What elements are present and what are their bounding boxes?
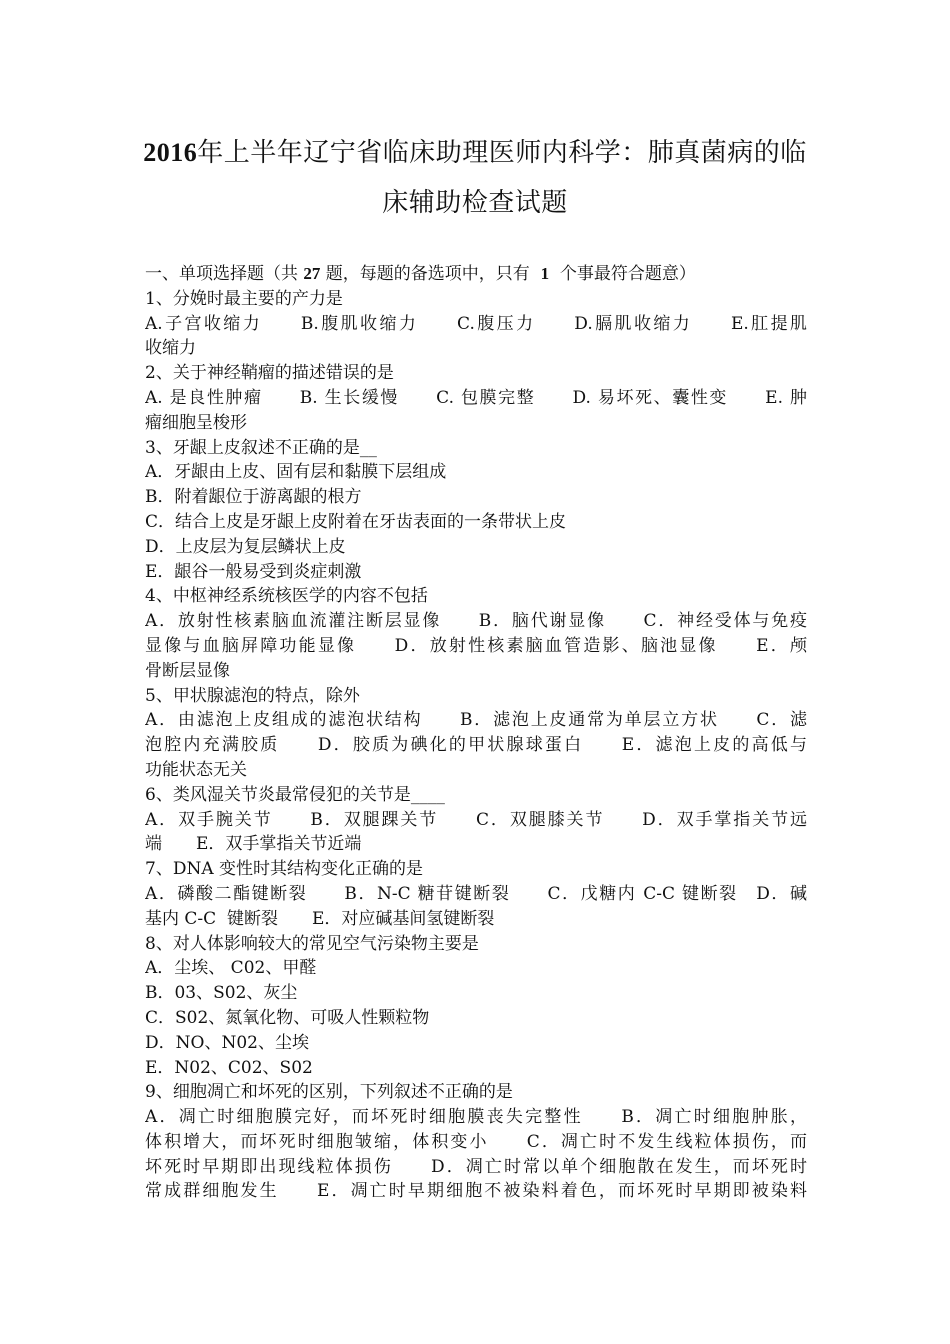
document-title — [140, 128, 810, 228]
text-line: 体积增大，而坏死时细胞皱缩，体积变小 C．凋亡时不发生线粒体损伤，而 — [145, 1131, 807, 1152]
text-line: D．NO、N02、尘埃 — [145, 1032, 309, 1053]
text-line: E．龈谷一般易受到炎症刺激 — [145, 561, 362, 582]
text-line: A．由滤泡上皮组成的滤泡状结构 B．滤泡上皮通常为单层立方状 C．滤 — [145, 710, 807, 731]
text-line: 端 E．双手掌指关节近端 — [145, 834, 362, 855]
text-line: 泡腔内充满胶质 D．胶质为碘化的甲状腺球蛋白 E．滤泡上皮的高低与 — [145, 735, 807, 756]
text-line: C．结合上皮是牙龈上皮附着在牙齿表面的一条带状上皮 — [145, 511, 567, 532]
text-line: 5、甲状腺滤泡的特点，除外 — [145, 685, 360, 706]
text-line: 常成群细胞发生 E．凋亡时早期细胞不被染料着色，而坏死时早期即被染料 — [145, 1181, 807, 1202]
text-line: E．N02、C02、S02 — [145, 1057, 313, 1078]
section-suffix: 个事最符合题意） — [549, 264, 696, 284]
text-line: A.子宫收缩力 B.腹肌收缩力 C.腹压力 D.膈肌收缩力 E.肛提肌 — [145, 313, 807, 334]
text-line: 功能状态无关 — [145, 759, 247, 780]
text-line: 7、DNA 变性时其结构变化正确的是 — [145, 859, 424, 880]
text-line: A．牙龈由上皮、固有层和黏膜下层组成 — [145, 462, 447, 483]
text-line: 9、细胞凋亡和坏死的区别，下列叙述不正确的是 — [145, 1082, 513, 1103]
answer-count: 1 — [540, 264, 550, 283]
section-prefix: 一、单项选择题（共 — [145, 264, 304, 284]
text-line: A．放射性核素脑血流灌注断层显像 B．脑代谢显像 C．神经受体与免疫 — [145, 611, 807, 632]
text-line: 6、类风湿关节炎最常侵犯的关节是____ — [145, 784, 445, 805]
title-text: 年上半年辽宁省临床助理医师内科学：肺真菌病的临 — [197, 138, 807, 168]
text-line: A. 是良性肿瘤 B. 生长缓慢 C. 包膜完整 D. 易坏死、囊性变 E. 肿 — [145, 387, 807, 408]
question-count: 27 — [303, 264, 321, 283]
title-line-1 — [140, 128, 810, 178]
text-line: A．双手腕关节 B．双腿踝关节 C．双腿膝关节 D．双手掌指关节远 — [145, 809, 807, 830]
text-line: 2、关于神经鞘瘤的描述错误的是 — [145, 363, 394, 384]
text-line: D．上皮层为复层鳞状上皮 — [145, 536, 346, 557]
text-line: B．03、S02、灰尘 — [145, 983, 298, 1004]
text-line: A．尘埃、 C02、甲醛 — [145, 958, 317, 979]
text-line: 收缩力 — [145, 338, 196, 359]
question-list — [145, 262, 807, 1204]
text-line: 8、对人体影响较大的常见空气污染物主要是 — [145, 933, 479, 954]
section-heading — [145, 262, 807, 287]
question-lines — [145, 287, 807, 1204]
text-line: 3、牙龈上皮叙述不正确的是__ — [145, 437, 377, 458]
title-line-2: 床辅助检查试题 — [382, 188, 568, 218]
text-line: A．磷酸二酯键断裂 B．N-C 糖苷键断裂 C．戊糖内 C-C 键断裂 D．碱 — [145, 883, 807, 904]
text-line: 4、中枢神经系统核医学的内容不包括 — [145, 586, 428, 607]
text-line: A．凋亡时细胞膜完好，而坏死时细胞膜丧失完整性 B．凋亡时细胞肿胀， — [145, 1107, 807, 1128]
title-year: 2016 — [143, 138, 198, 167]
section-mid: 题，每题的备选项中，只有 — [320, 264, 541, 284]
text-line: 瘤细胞呈梭形 — [145, 412, 247, 433]
text-line: 基内 C-C 键断裂 E．对应碱基间氢键断裂 — [145, 908, 495, 929]
text-line: 坏死时早期即出现线粒体损伤 D．凋亡时常以单个细胞散在发生，而坏死时 — [145, 1156, 807, 1177]
text-line: 显像与血脑屏障功能显像 D．放射性核素脑血管造影、脑池显像 E．颅 — [145, 635, 807, 656]
text-line: B．附着龈位于游离龈的根方 — [145, 487, 362, 508]
text-line: 1、分娩时最主要的产力是 — [145, 288, 343, 309]
text-line: 骨断层显像 — [145, 660, 230, 681]
text-line: C．S02、氮氧化物、可吸人性颗粒物 — [145, 1007, 430, 1028]
